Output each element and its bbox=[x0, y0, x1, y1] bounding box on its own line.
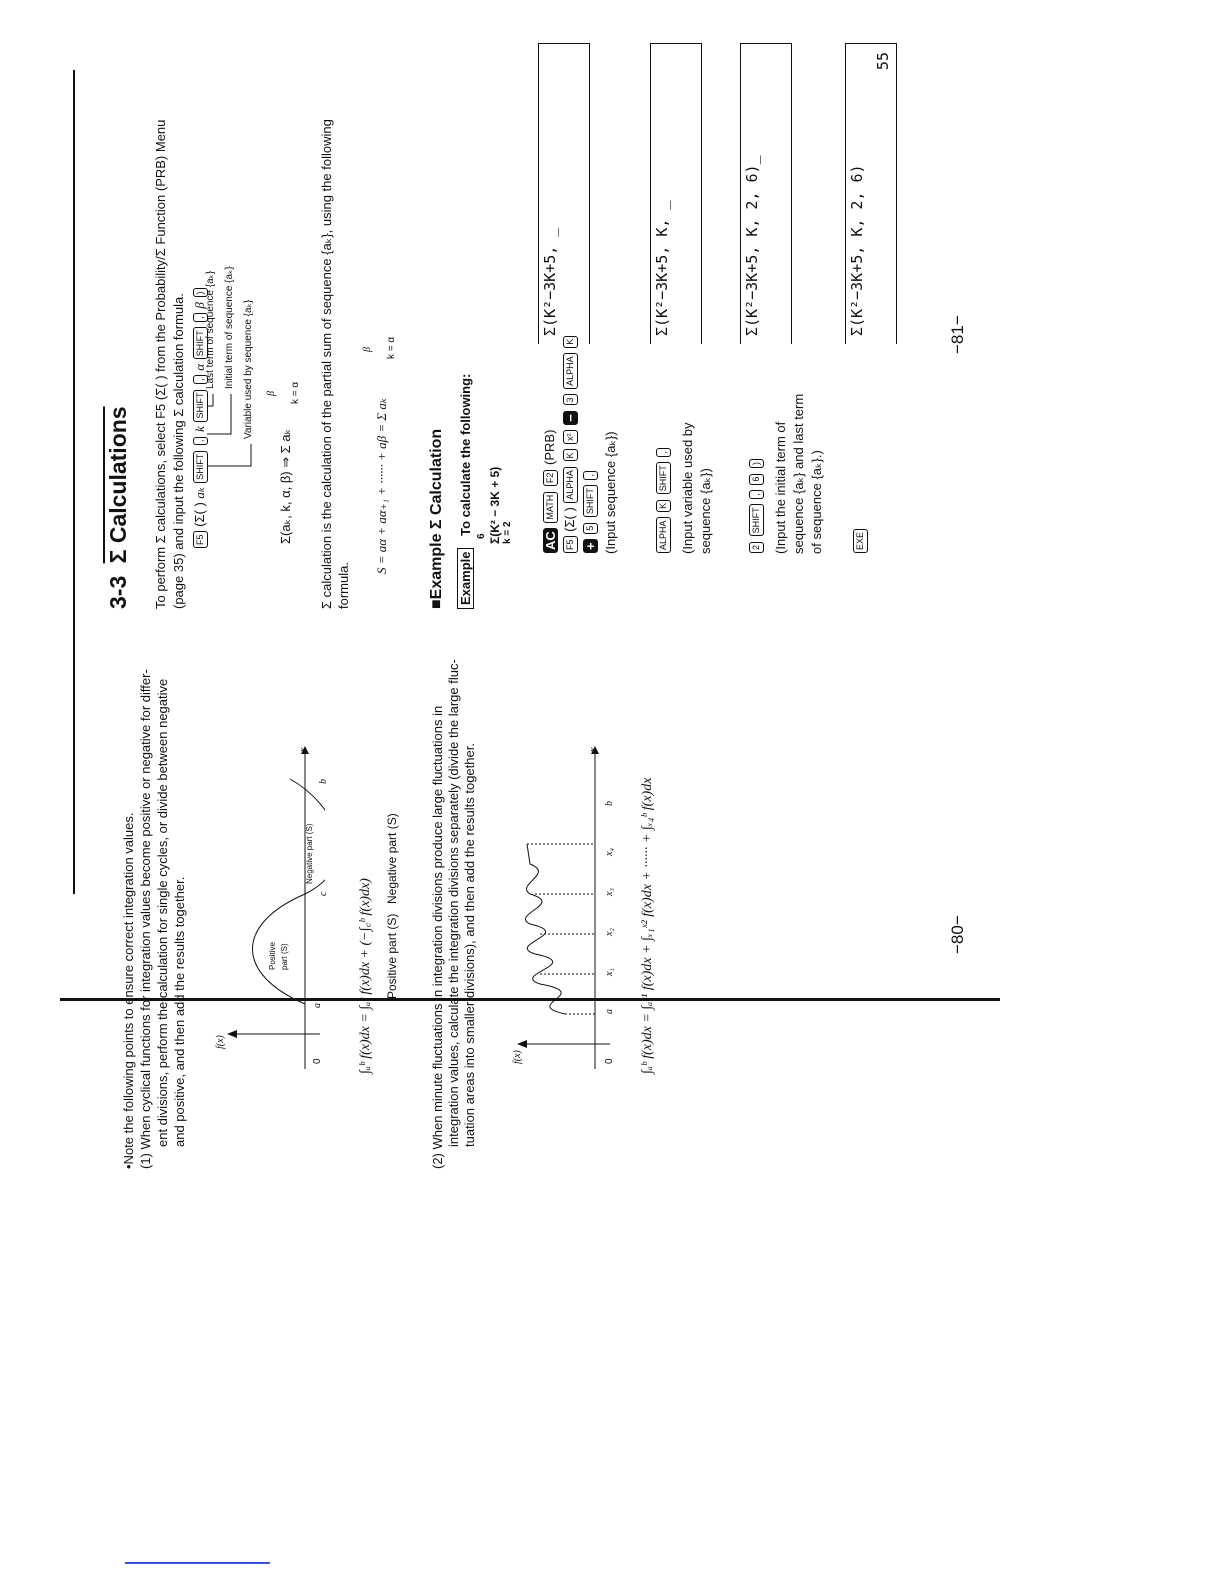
shift-key[interactable]: SHIFT bbox=[749, 504, 764, 536]
graph2-x3: x₃ bbox=[604, 888, 615, 896]
graph2-b: b bbox=[604, 801, 615, 806]
alpha-key[interactable]: ALPHA bbox=[563, 467, 578, 503]
item2-line: (2) When minute fluctuations in integration divisions produce large fluctuations in bbox=[430, 705, 445, 1169]
2-key[interactable]: 2 bbox=[749, 542, 764, 553]
section-title: Σ Calculations bbox=[105, 406, 131, 564]
sigma-notation bbox=[268, 344, 302, 544]
3-key[interactable]: 3 bbox=[563, 394, 578, 405]
alpha-key[interactable]: ALPHA bbox=[563, 353, 578, 389]
math-key[interactable]: MATH bbox=[543, 492, 558, 523]
partial-sum-expression: S = aα + aα₊₁ + ······ + aβ = Σ aₖ bbox=[374, 398, 389, 574]
scan-edge-mark bbox=[125, 1562, 270, 1564]
f5-key[interactable]: F5 bbox=[193, 531, 208, 548]
intro-line: To perform Σ calculations, select F5 (Σ( ) from the Probability/Σ Function (PRB) Menu bbox=[153, 119, 168, 609]
prb-label: (PRB) bbox=[542, 429, 557, 465]
shift-key[interactable]: SHIFT bbox=[656, 462, 671, 494]
section-heading bbox=[105, 406, 132, 609]
step3-note: of sequence {aₖ}.) bbox=[809, 450, 825, 554]
k-key[interactable]: K bbox=[563, 336, 578, 348]
partial-sum-upper: β bbox=[362, 347, 373, 352]
step2-note: sequence {aₖ}) bbox=[698, 468, 714, 554]
graph2-a: a bbox=[604, 1009, 615, 1014]
close-paren-key[interactable]: ) bbox=[749, 459, 764, 468]
x-squared-key[interactable]: x² bbox=[563, 430, 578, 444]
graph2-zero: 0 bbox=[604, 1058, 615, 1064]
sigma-upper: β bbox=[266, 391, 277, 396]
intro-paragraph bbox=[152, 120, 188, 609]
ak-term: aₖ bbox=[192, 487, 207, 499]
graph1-negative: Negative part (S) bbox=[305, 823, 314, 884]
display-text: Σ(K²−3K+5, K, 2, 6) bbox=[848, 164, 866, 336]
comma-key[interactable]: , bbox=[193, 313, 208, 322]
step1-keys bbox=[542, 430, 558, 554]
item1-line: and positive, and then add the results together. bbox=[172, 876, 187, 1147]
step1-note: (Input sequence {aₖ}) bbox=[603, 431, 618, 554]
example-lower: k = 2 bbox=[502, 521, 513, 544]
f2-key[interactable]: F2 bbox=[543, 470, 558, 487]
exe-key[interactable]: EXE bbox=[853, 529, 868, 553]
5-key[interactable]: 5 bbox=[583, 523, 598, 534]
sigma-lower: k = α bbox=[290, 381, 301, 404]
partial-sum-paragraph bbox=[318, 119, 352, 609]
shift-key[interactable]: SHIFT bbox=[193, 390, 208, 422]
example-text: To calculate the following: bbox=[458, 373, 473, 536]
k-key[interactable]: K bbox=[656, 500, 671, 512]
item2-line: integration values, calculate the integration divisions separately (divide the large fluc- bbox=[446, 659, 461, 1147]
item1-line: (1) When cyclical functions for integration values become positive or negative for differ- bbox=[138, 669, 153, 1169]
example-line bbox=[458, 374, 473, 609]
display-text: Σ(K²−3K+5, K, 2, 6)_ bbox=[743, 155, 761, 336]
lcd-display-1 bbox=[538, 43, 590, 344]
graph1-x: x bbox=[298, 747, 309, 752]
label-variable: Variable used by sequence {aₖ} bbox=[243, 299, 254, 439]
intro-line: (page 35) and input the following Σ calculation formula. bbox=[171, 293, 186, 609]
example-expression bbox=[476, 384, 516, 544]
graph1-b: b bbox=[318, 779, 329, 784]
formula1-positive-label: Positive part (S) bbox=[385, 913, 399, 999]
partial-sum-line: Σ calculation is the calculation of the partial sum of sequence {aₖ}, using the following bbox=[319, 119, 334, 609]
graph1-c: c bbox=[318, 891, 329, 896]
shift-key[interactable]: SHIFT bbox=[193, 451, 208, 483]
graph2-x2: x₂ bbox=[604, 928, 615, 936]
close-paren-key[interactable]: ) bbox=[193, 288, 208, 297]
example-heading: ■Example Σ Calculation bbox=[428, 428, 445, 609]
graph1-a: a bbox=[312, 1003, 323, 1008]
step3-block bbox=[748, 394, 826, 554]
left-page-number: −80− bbox=[948, 915, 967, 954]
display-result: 55 bbox=[874, 52, 892, 71]
section-rule bbox=[73, 70, 75, 894]
item2-line: tuation areas into smaller divisions), and then add the results together. bbox=[462, 743, 477, 1147]
display-text: Σ(K²−3K+5, K, _ bbox=[653, 200, 671, 336]
formula1-negative-label: Negative part (S) bbox=[385, 813, 399, 904]
f5-key[interactable]: F5 bbox=[563, 536, 578, 553]
item2-paragraph bbox=[430, 659, 478, 1169]
step3-note: (Input the initial term of bbox=[773, 421, 789, 554]
step1c-keys bbox=[582, 470, 598, 554]
lcd-display-4 bbox=[845, 43, 897, 344]
6-key[interactable]: 6 bbox=[749, 474, 764, 485]
comma-key[interactable]: , bbox=[193, 437, 208, 446]
example-upper: 6 bbox=[476, 533, 487, 539]
label-last-term: Last term of sequence {aₖ} bbox=[205, 270, 216, 389]
right-page-number: −81− bbox=[948, 315, 967, 354]
alpha-symbol: α bbox=[192, 363, 207, 371]
sigma-open: (Σ( ) bbox=[192, 502, 207, 527]
example-sum: Σ(K² − 3K + 5) bbox=[488, 466, 502, 544]
partial-sum-formula bbox=[364, 274, 398, 574]
alpha-key[interactable]: ALPHA bbox=[656, 517, 671, 553]
graph1-part: part (S) bbox=[280, 943, 289, 970]
sigma-open-label: (Σ( ) bbox=[562, 507, 577, 532]
sigma-expression: Σ(aₖ, k, α, β) ⇒ Σ aₖ bbox=[278, 428, 293, 544]
beta-symbol: β bbox=[192, 302, 207, 309]
ac-key[interactable]: AC bbox=[543, 528, 558, 553]
minus-key[interactable]: − bbox=[563, 411, 578, 425]
label-initial-term: Initial term of sequence {aₖ} bbox=[224, 266, 235, 389]
step2-block bbox=[655, 422, 715, 554]
graph1-fx: f(x) bbox=[215, 1035, 226, 1049]
formula1: ∫ₐᵇ f(x)dx = ∫ₐᶜ f(x)dx + (−∫꜀ᵇ f(x)dx) bbox=[358, 878, 373, 1074]
graph1-positive: Positive bbox=[268, 941, 277, 970]
comma-key[interactable]: , bbox=[749, 490, 764, 499]
formula2: ∫ₐᵇ f(x)dx = ∫ₐˣ¹ f(x)dx + ∫ₓ₁ˣ² f(x)dx + ······ + ∫ₓ₄ᵇ f(x)dx bbox=[640, 777, 655, 1074]
section-number: 3-3 bbox=[105, 575, 131, 609]
partial-sum-line: formula. bbox=[336, 562, 351, 609]
graph2-x1: x₁ bbox=[604, 968, 615, 976]
comma-key[interactable]: , bbox=[193, 375, 208, 384]
graph2-x4: x₄ bbox=[604, 848, 615, 856]
comma-key[interactable]: , bbox=[583, 471, 598, 480]
step2-note: (Input variable used by bbox=[680, 422, 696, 554]
graph2-fx: f(x) bbox=[512, 1050, 523, 1064]
shift-key[interactable]: SHIFT bbox=[583, 485, 598, 517]
shift-key[interactable]: SHIFT bbox=[193, 327, 208, 359]
graph-positive-negative bbox=[215, 744, 325, 1074]
display-text: Σ(K²−3K+5, _ bbox=[541, 227, 559, 336]
comma-key[interactable]: , bbox=[656, 448, 671, 457]
graph-fluctuations bbox=[515, 744, 615, 1074]
lcd-display-2 bbox=[650, 43, 702, 344]
note-bullet: •Note the following points to ensure correct integration values. bbox=[121, 812, 136, 1169]
note-paragraph bbox=[120, 669, 188, 1169]
step1b-keys bbox=[562, 335, 578, 554]
graph1-zero: 0 bbox=[312, 1058, 323, 1064]
graph2-x: x bbox=[588, 747, 599, 752]
step3-note: sequence {aₖ} and last term bbox=[791, 393, 807, 554]
k-variable: k bbox=[192, 426, 207, 432]
lcd-display-3 bbox=[740, 43, 792, 344]
item1-line: ent divisions, perform the calculation for single cycles, or divide between negative bbox=[155, 678, 170, 1147]
step4-block bbox=[852, 528, 868, 554]
k-key[interactable]: K bbox=[563, 449, 578, 461]
partial-sum-lower: k = α bbox=[386, 336, 397, 359]
plus-key[interactable]: + bbox=[583, 539, 598, 553]
example-label: Example bbox=[457, 548, 474, 609]
